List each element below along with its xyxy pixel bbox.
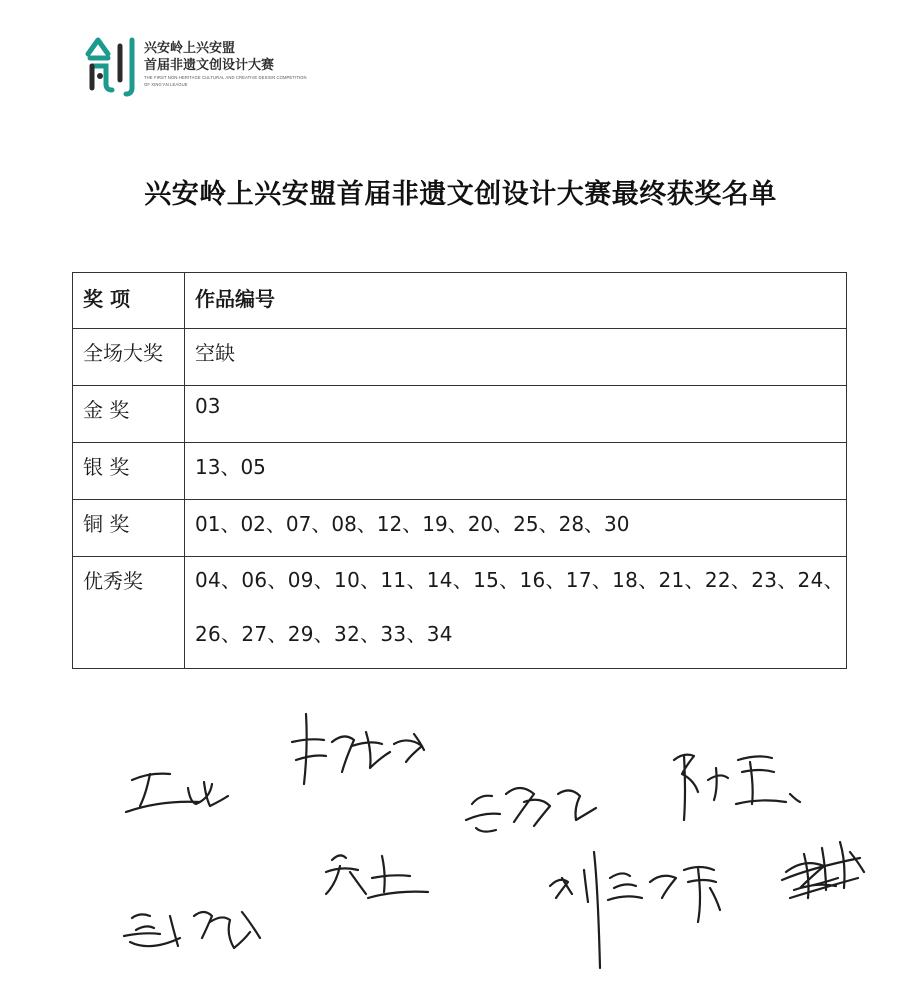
logo-english-line2: OF XING'AN LEAGUE [144,81,188,87]
signature-8 [782,842,864,898]
table-row [73,386,847,443]
award-name: 金 奖 [83,398,130,422]
award-name: 铜 奖 [83,512,130,536]
award-works: 13、05 [195,455,266,479]
logo-english-line1: THE FIRST NON-HERITAGE CULTURAL AND CREATIVE DESIGN COMPETITION [144,75,307,80]
signature-5 [124,912,260,948]
signature-3 [466,788,596,832]
award-name: 优秀奖 [83,569,143,593]
table-row [73,443,847,500]
logo-title-line2: 首届非遗文创设计大赛 [144,58,275,73]
competition-logo [84,36,314,98]
signature-1 [126,774,228,812]
table-row [73,500,847,557]
chuang-character-logo-icon [84,36,140,98]
table-header-row [73,273,847,329]
signature-2 [292,714,424,784]
award-works: 03 [195,394,221,418]
document-title: 兴安岭上兴安盟首届非遗文创设计大赛最终获奖名单 [144,179,777,210]
judge-signatures [110,702,890,992]
signature-4 [674,755,800,820]
award-works: 01、02、07、08、12、19、20、25、28、30 [195,512,630,536]
header-award: 奖 项 [83,287,130,311]
header-work-number: 作品编号 [195,287,275,311]
logo-title-line1: 兴安岭上兴安盟 [144,41,236,56]
award-table [72,272,847,669]
signature-6 [326,855,428,898]
award-works: 04、06、09、10、11、14、15、16、17、18、21、22、23、24、26、27、29、32、33、34 [195,568,844,646]
award-name: 银 奖 [83,455,130,479]
award-name: 全场大奖 [83,341,163,365]
award-works: 空缺 [195,341,235,365]
table-row [73,557,847,669]
table-row [73,329,847,386]
signature-7 [550,852,720,968]
